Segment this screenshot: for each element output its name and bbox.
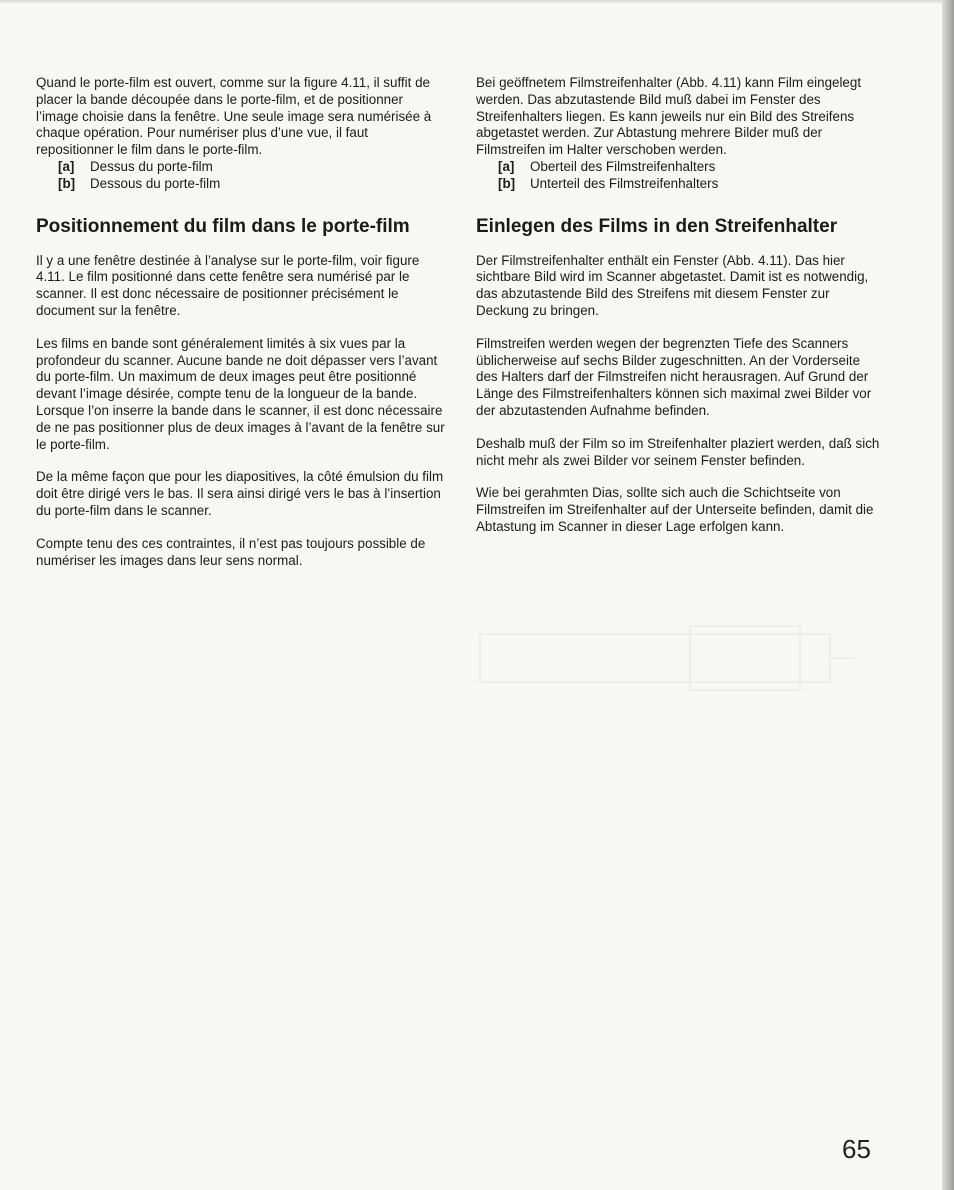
page-right-edge-shadow (942, 0, 954, 1190)
german-paragraph: Filmstreifen werden wegen der begrenzten Tiefe des Scanners üblicherweise auf sechs Bilder zugeschnitten. An der Vorderseite des Halters darf der Filmstreifen nicht herausragen. Auf Grund der Länge des Filmstreifenhalters können sich maximal zwei Bilder vor der abzutastenden Aufnahme befinden. (476, 335, 872, 418)
french-paragraph: Compte tenu des ces contraintes, il n’est pas toujours possible de numériser les images dans leur sens normal. (36, 535, 426, 568)
german-part-list (476, 159, 884, 193)
french-list-item-a (36, 159, 448, 176)
list-item-tag: [a] (498, 158, 515, 174)
list-item-tag: [b] (58, 175, 76, 191)
french-paragraph: De la même façon que pour les diapositives, la côté émulsion du film doit être dirigé vers le bas. Il sera ainsi dirigé vers le bas à l’insertion du porte-film dans le scanner. (36, 469, 444, 518)
list-item-text: Unterteil des Filmstreifenhalters (530, 175, 719, 191)
bleed-through-figure (478, 620, 858, 700)
french-list-item-b (36, 176, 448, 193)
german-paragraph: Deshalb muß der Film so im Streifenhalter plaziert werden, daß sich nicht mehr als zwei Bilder vor seinem Fenster befinden. (476, 435, 880, 468)
french-paragraph: Les films en bande sont généralement limités à six vues par la profondeur du scanner. Aucune bande ne doit dépasser vers l’avant du porte-film. Un maximum de deux images peut être positionné devant l’image désirée, compte tenu de la longueur de la bande. Lorsque l’on inserre la bande dans le scanner, il est donc nécessaire de ne pas positionner plus de deux images à l’avant de la fenêtre sur le porte-film. (36, 335, 445, 452)
german-list-item-a (476, 159, 884, 176)
german-list-item-b (476, 176, 884, 193)
list-item-tag: [a] (58, 158, 75, 174)
german-column (476, 75, 884, 552)
french-intro-paragraph: Quand le porte-film est ouvert, comme sur la figure 4.11, il suffit de placer la bande découpée dans le porte-film, et de positionner l’image choisie dans la fenêtre. Une seule image sera numérisée à chaque opération. Pour numériser plus d’une vue, il faut repositionner le film dans le porte-film. (36, 75, 432, 158)
french-section-heading: Positionnement du film dans le porte-film (36, 215, 410, 237)
german-intro-paragraph: Bei geöffnetem Filmstreifenhalter (Abb. 4.11) kann Film eingelegt werden. Das abzutastende Bild muß dabei im Fenster des Streifenhalters liegen. Es kann jeweils nur ein Bild des Streifens abgetastet werden. Zur Abtastung mehrere Bilder muß der Filmstreifen im Halter verschoben werden. (476, 75, 862, 158)
german-paragraph: Wie bei gerahmten Dias, sollte sich auch die Schichtseite von Filmstreifen im Streifenhalter auf der Unterseite befinden, damit die Abtastung im Scanner in dieser Lage erfolgen kann. (476, 485, 874, 534)
page-number: 65 (842, 1134, 871, 1164)
french-column (36, 75, 448, 585)
list-item-tag: [b] (498, 175, 516, 191)
list-item-text: Oberteil des Filmstreifenhalters (530, 158, 716, 174)
bleed-through-area (478, 620, 858, 700)
german-paragraph: Der Filmstreifenhalter enthält ein Fenster (Abb. 4.11). Das hier sichtbare Bild wird im Scanner abgetastet. Damit ist es notwendig, das abzutastende Bild des Streifens mit diesem Fenster zur Deckung zu bringen. (476, 252, 869, 318)
french-paragraph: Il y a une fenêtre destinée à l’analyse sur le porte-film, voir figure 4.11. Le film positionné dans cette fenêtre sera numérisé par le scanner. Il est donc nécessaire de positionner précisément le document sur la fenêtre. (36, 252, 420, 318)
list-item-text: Dessous du porte-film (90, 175, 221, 191)
page-top-shadow (0, 0, 954, 4)
french-part-list (36, 159, 448, 193)
german-section-heading: Einlegen des Films in den Streifenhalter (476, 215, 838, 237)
list-item-text: Dessus du porte-film (90, 158, 213, 174)
